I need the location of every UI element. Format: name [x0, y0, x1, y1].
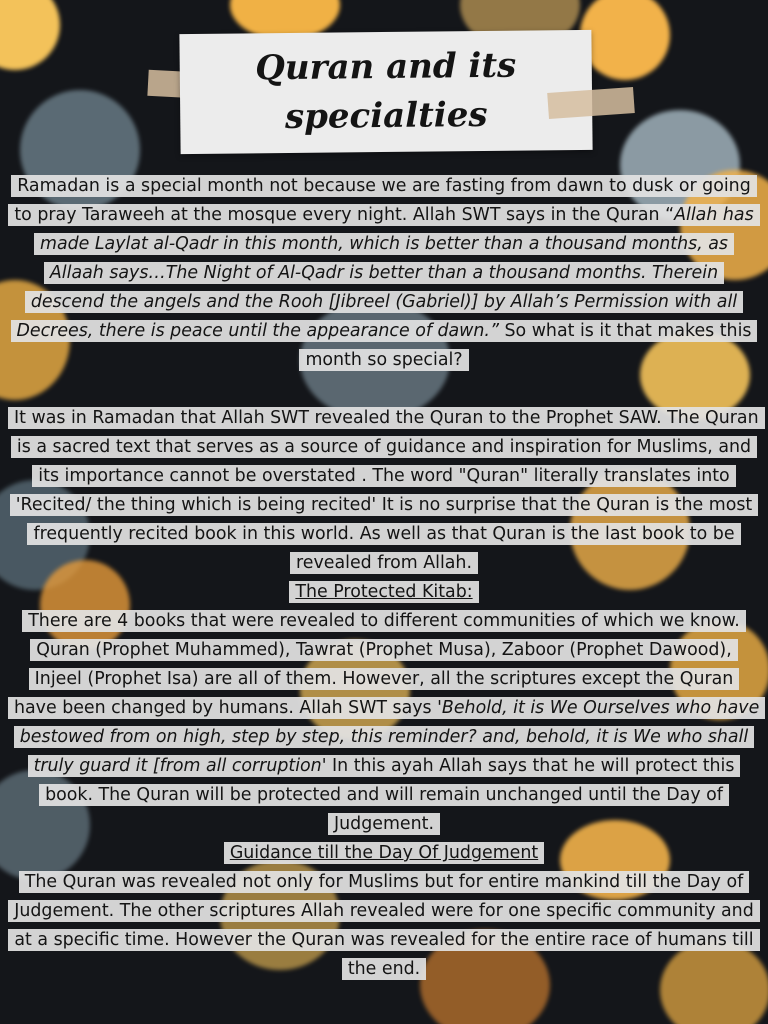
title-line-2: specialties [284, 94, 488, 138]
heading-protected-kitab-text: The Protected Kitab: [289, 581, 478, 603]
paragraph-protected-kitab [8, 607, 760, 839]
article-body [8, 172, 760, 984]
heading-protected-kitab [8, 578, 760, 607]
title-card [179, 30, 592, 154]
protected-kitab-text-end: ' In this ayah Allah says that he will protect this book. The Quran will be protected and will remain unchanged until the Day of Judgement. [45, 756, 735, 834]
paragraph-intro-text-end: So what is it that makes this month so special? [305, 321, 752, 370]
paragraph-spacer [8, 375, 760, 404]
paragraph-revelation-text: It was in Ramadan that Allah SWT revealed the Quran to the Prophet SAW. The Quran is a sacred text that serves as a source of guidance and inspiration for Muslims, and its importance cannot be overstated . The word "Quran" literally translates into 'Recited/ the thing which is being recited' It is no surprise that the Quran is the most frequently recited book in this world. As well as that Quran is the last book to be revealed from Allah. [8, 407, 765, 574]
protected-kitab-text-start: There are 4 books that were revealed to different communities of which we know. Quran (Prophet Muhammed), Tawrat (Prophet Musa), Zaboor (Prophet Dawood), Injeel (Prophet Isa) are all of them. However, all the scriptures except the Quran have been changed by humans. Allah SWT says ' [14, 611, 740, 718]
paragraph-guidance [8, 868, 760, 984]
heading-guidance [8, 839, 760, 868]
paragraph-revelation [8, 404, 760, 578]
paragraph-intro [8, 172, 760, 375]
page-title [220, 41, 551, 143]
paragraph-intro-quote: Allah has made Laylat al-Qadr in this month, which is better than a thousand months, as Allaah says…The Night of Al-Qadr is better than a thousand months. Therein descend the angels and the Rooh [Jibreel (Gabriel)] by Allah’s Permission with all Decrees, there is peace until the appearance of dawn.” [16, 205, 754, 341]
protected-kitab-quote: Behold, it is We Ourselves who have bestowed from on high, step by step, this reminder? and, behold, it is We who shall truly guard it [from all corruption [19, 698, 760, 776]
heading-guidance-text: Guidance till the Day Of Judgement [224, 842, 544, 864]
paragraph-intro-text-start: Ramadan is a special month not because we are fasting from dawn to dusk or going to pray Taraweeh at the mosque every night. Allah SWT says in the Quran “ [14, 176, 751, 225]
title-line-1: Quran and its [255, 45, 517, 89]
paragraph-guidance-text: The Quran was revealed not only for Muslims but for entire mankind till the Day of Judgement. The other scriptures Allah revealed were for one specific community and at a specific time. However the Quran was revealed for the entire race of humans till the end. [8, 871, 760, 980]
